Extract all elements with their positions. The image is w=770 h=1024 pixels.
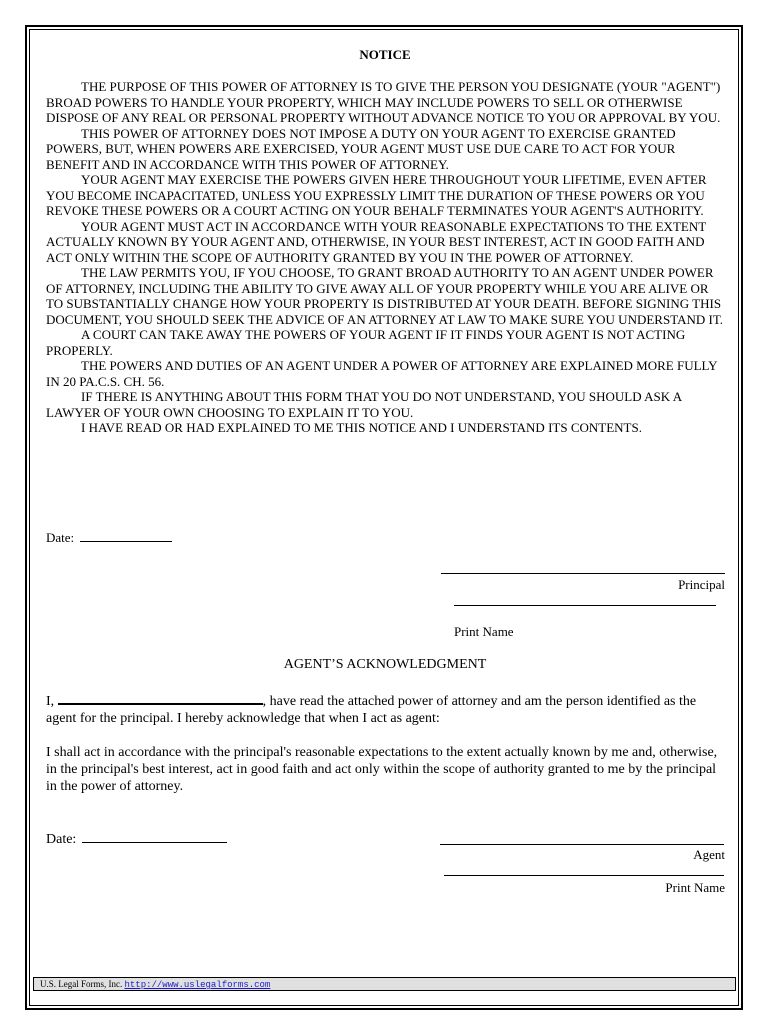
notice-paragraph: THE POWERS AND DUTIES OF AN AGENT UNDER A POWER OF ATTORNEY ARE EXPLAINED MORE FULLY IN 20 PA.C.S. CH. 56. — [46, 358, 718, 389]
agent-signature-line[interactable] — [440, 844, 724, 845]
acknowledgment-body: I shall act in accordance with the principal's reasonable expectations to the extent actually known by me and, otherwise, in the principal's best interest, act in good faith and act only within the scope of authority granted to me by the principal in the power of attorney. — [46, 745, 718, 794]
acknowledgment-date-field[interactable] — [82, 830, 227, 843]
notice-date-row — [46, 529, 172, 546]
notice-title: NOTICE — [359, 47, 411, 62]
principal-print-name-line[interactable] — [454, 605, 716, 606]
agent-name-field[interactable] — [58, 690, 263, 705]
notice-paragraph: THE LAW PERMITS YOU, IF YOU CHOOSE, TO GRANT BROAD AUTHORITY TO AN AGENT UNDER POWER OF ATTORNEY, INCLUDING THE ABILITY TO GIVE AWAY ALL OF YOUR PROPERTY WHILE YOU ARE ALIVE OR TO SUBSTANTIALLY CHANGE HOW YOUR PROPERTY IS DISTRIBUTED AT YOUR DEATH. BEFORE SIGNING THIS DOCUMENT, YOU SHOULD SEEK THE ADVICE OF AN ATTORNEY AT LAW TO MAKE SURE YOU UNDERSTAND IT. — [46, 265, 724, 327]
principal-print-name-label: Print Name — [454, 624, 514, 639]
principal-signature-line[interactable] — [441, 573, 725, 574]
agent-print-name-line[interactable] — [444, 875, 724, 876]
footer-link[interactable]: http://www.uslegalforms.com — [124, 980, 271, 990]
footer-bar — [33, 977, 736, 991]
principal-label: Principal — [678, 577, 725, 592]
notice-date-field[interactable] — [80, 529, 172, 542]
notice-paragraph: YOUR AGENT MUST ACT IN ACCORDANCE WITH YOUR REASONABLE EXPECTATIONS TO THE EXTENT ACTUALLY KNOWN BY YOUR AGENT AND, OTHERWISE, IN YOUR BEST INTEREST, ACT IN GOOD FAITH AND ACT ONLY WITHIN THE SCOPE OF AUTHORITY GRANTED BY YOU IN THE POWER OF ATTORNEY. — [46, 218, 706, 265]
acknowledgment-intro-suffix: , have read the attached power of attorney and am the person identified as the agent for the principal. I hereby acknowledge that when I act as agent: — [46, 694, 697, 726]
notice-paragraph: I HAVE READ OR HAD EXPLAINED TO ME THIS NOTICE AND I UNDERSTAND ITS CONTENTS. — [81, 420, 642, 435]
agent-label: Agent — [693, 847, 725, 862]
agent-print-name-label: Print Name — [665, 880, 725, 895]
notice-paragraph: IF THERE IS ANYTHING ABOUT THIS FORM THAT YOU DO NOT UNDERSTAND, YOU SHOULD ASK A LAWYER OF YOUR OWN CHOOSING TO EXPLAIN IT TO YOU. — [46, 389, 682, 420]
notice-body — [46, 79, 728, 436]
acknowledgment-intro-prefix: I, — [46, 694, 55, 709]
acknowledgment-date-row — [46, 830, 227, 848]
notice-paragraph: THE PURPOSE OF THIS POWER OF ATTORNEY IS TO GIVE THE PERSON YOU DESIGNATE (YOUR "AGENT") BROAD POWERS TO HANDLE YOUR PROPERTY, WHICH MAY INCLUDE POWERS TO SELL OR OTHERWISE DISPOSE OF ANY REAL OR PERSONAL PROPERTY WITHOUT ADVANCE NOTICE TO YOU OR APPROVAL BY YOU. — [46, 79, 721, 125]
acknowledgment-intro — [46, 690, 728, 727]
acknowledgment-title: AGENT’S ACKNOWLEDGMENT — [283, 657, 487, 672]
acknowledgment-date-label: Date: — [46, 832, 77, 847]
notice-paragraph: A COURT CAN TAKE AWAY THE POWERS OF YOUR AGENT IF IT FINDS YOUR AGENT IS NOT ACTING PROPERLY. — [46, 327, 686, 358]
notice-paragraph: THIS POWER OF ATTORNEY DOES NOT IMPOSE A DUTY ON YOUR AGENT TO EXERCISE GRANTED POWERS, BUT, WHEN POWERS ARE EXERCISED, YOUR AGENT MUST USE DUE CARE TO ACT FOR YOUR BENEFIT AND IN ACCORDANCE WITH THIS POWER OF ATTORNEY. — [46, 125, 676, 172]
footer-company: U.S. Legal Forms, Inc. — [40, 979, 123, 989]
notice-date-label: Date: — [46, 530, 75, 545]
notice-paragraph: YOUR AGENT MAY EXERCISE THE POWERS GIVEN HERE THROUGHOUT YOUR LIFETIME, EVEN AFTER YOU BECOME INCAPACITATED, UNLESS YOU EXPRESSLY LIMIT THE DURATION OF THESE POWERS OR YOU REVOKE THESE POWERS OR A COURT ACTING ON YOUR BEHALF TERMINATES YOUR AGENT'S AUTHORITY. — [46, 172, 707, 218]
